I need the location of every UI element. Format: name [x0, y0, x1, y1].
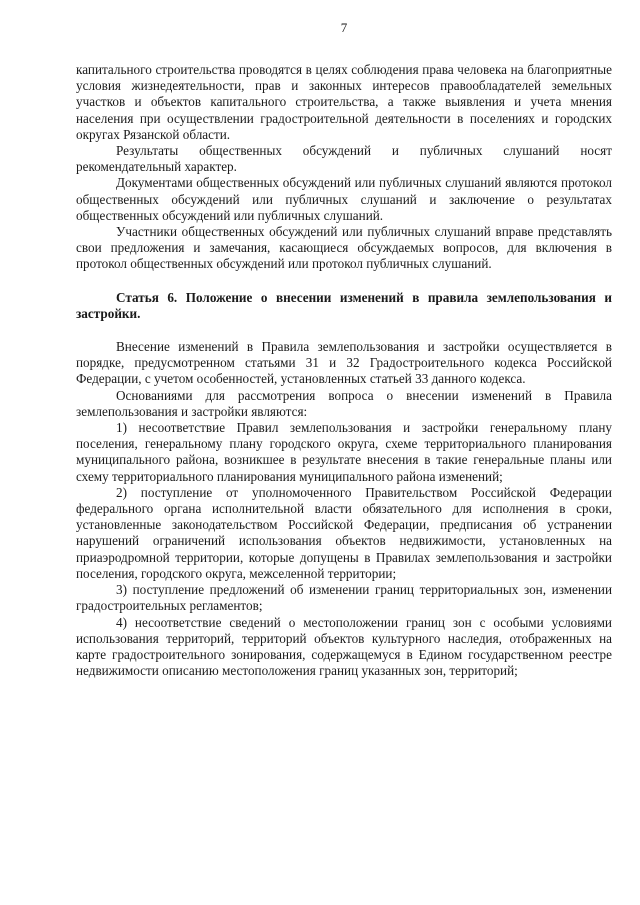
paragraph: Основаниями для рассмотрения вопроса о внесении изменений в Правила землепользования и застройки являются: — [76, 387, 612, 419]
page-body — [76, 62, 612, 679]
page-number: 7 — [340, 20, 348, 35]
list-item: 4) несоответствие сведений о местоположении границ зон с особыми условиями использования территорий, территорий объектов культурного наследия, отображенных на карте градостроительного зонирования, содержащемуся в Едином государственном реестре недвижимости описанию местоположения границ указанных зон, территорий; — [76, 614, 612, 679]
paragraph: Участники общественных обсуждений или публичных слушаний вправе представлять свои предложения и замечания, касающиеся обсуждаемых вопросов, для включения в протокол общественных обсуждений или протокол публичных слушаний. — [76, 224, 612, 272]
list-item: 1) несоответствие Правил землепользования и застройки генеральному плану поселения, генеральному плану городского округа, схеме территориального планирования муниципального района, возникшее в результате внесения в такие генеральные планы или схему территориального планирования муниципального района изменений; — [76, 420, 612, 484]
paragraph: Внесение изменений в Правила землепользования и застройки осуществляется в порядке, предусмотренном статьями 31 и 32 Градостроительного кодекса Российской Федерации, с учетом особенностей, установленных статьей 33 данного кодекса. — [76, 339, 612, 387]
paragraph: капитального строительства проводятся в целях соблюдения права человека на благоприятные условия жизнедеятельности, прав и законных интересов правообладателей земельных участков и объектов капитального строительства, а также выявления и учета мнения населения при осуществлении градостроительной деятельности в поселениях и городских округах Рязанской области. — [76, 62, 612, 142]
paragraph: Результаты общественных обсуждений и публичных слушаний носят рекомендательный характер. — [76, 143, 612, 175]
list-item: 3) поступление предложений об изменении границ территориальных зон, изменении градостроительных регламентов; — [76, 582, 612, 614]
list-item: 2) поступление от уполномоченного Правительством Российской Федерации федерального органа исполнительной власти обязательного для исполнения в сроки, установленные законодательством Российской Федерации, предписания об устранении нарушений ограничений использования объектов недвижимости, установленных на приаэродромной территории, которые допущены в Правилах землепользования и застройки поселения, городского округа, межселенной территории; — [76, 484, 612, 581]
paragraph: Документами общественных обсуждений или публичных слушаний являются протокол общественных обсуждений или публичных слушаний и заключение о результатах общественных обсуждений или публичных слушаний. — [76, 175, 612, 223]
article-heading: Статья 6. Положение о внесении изменений в правила землепользования и застройки. — [76, 289, 612, 321]
